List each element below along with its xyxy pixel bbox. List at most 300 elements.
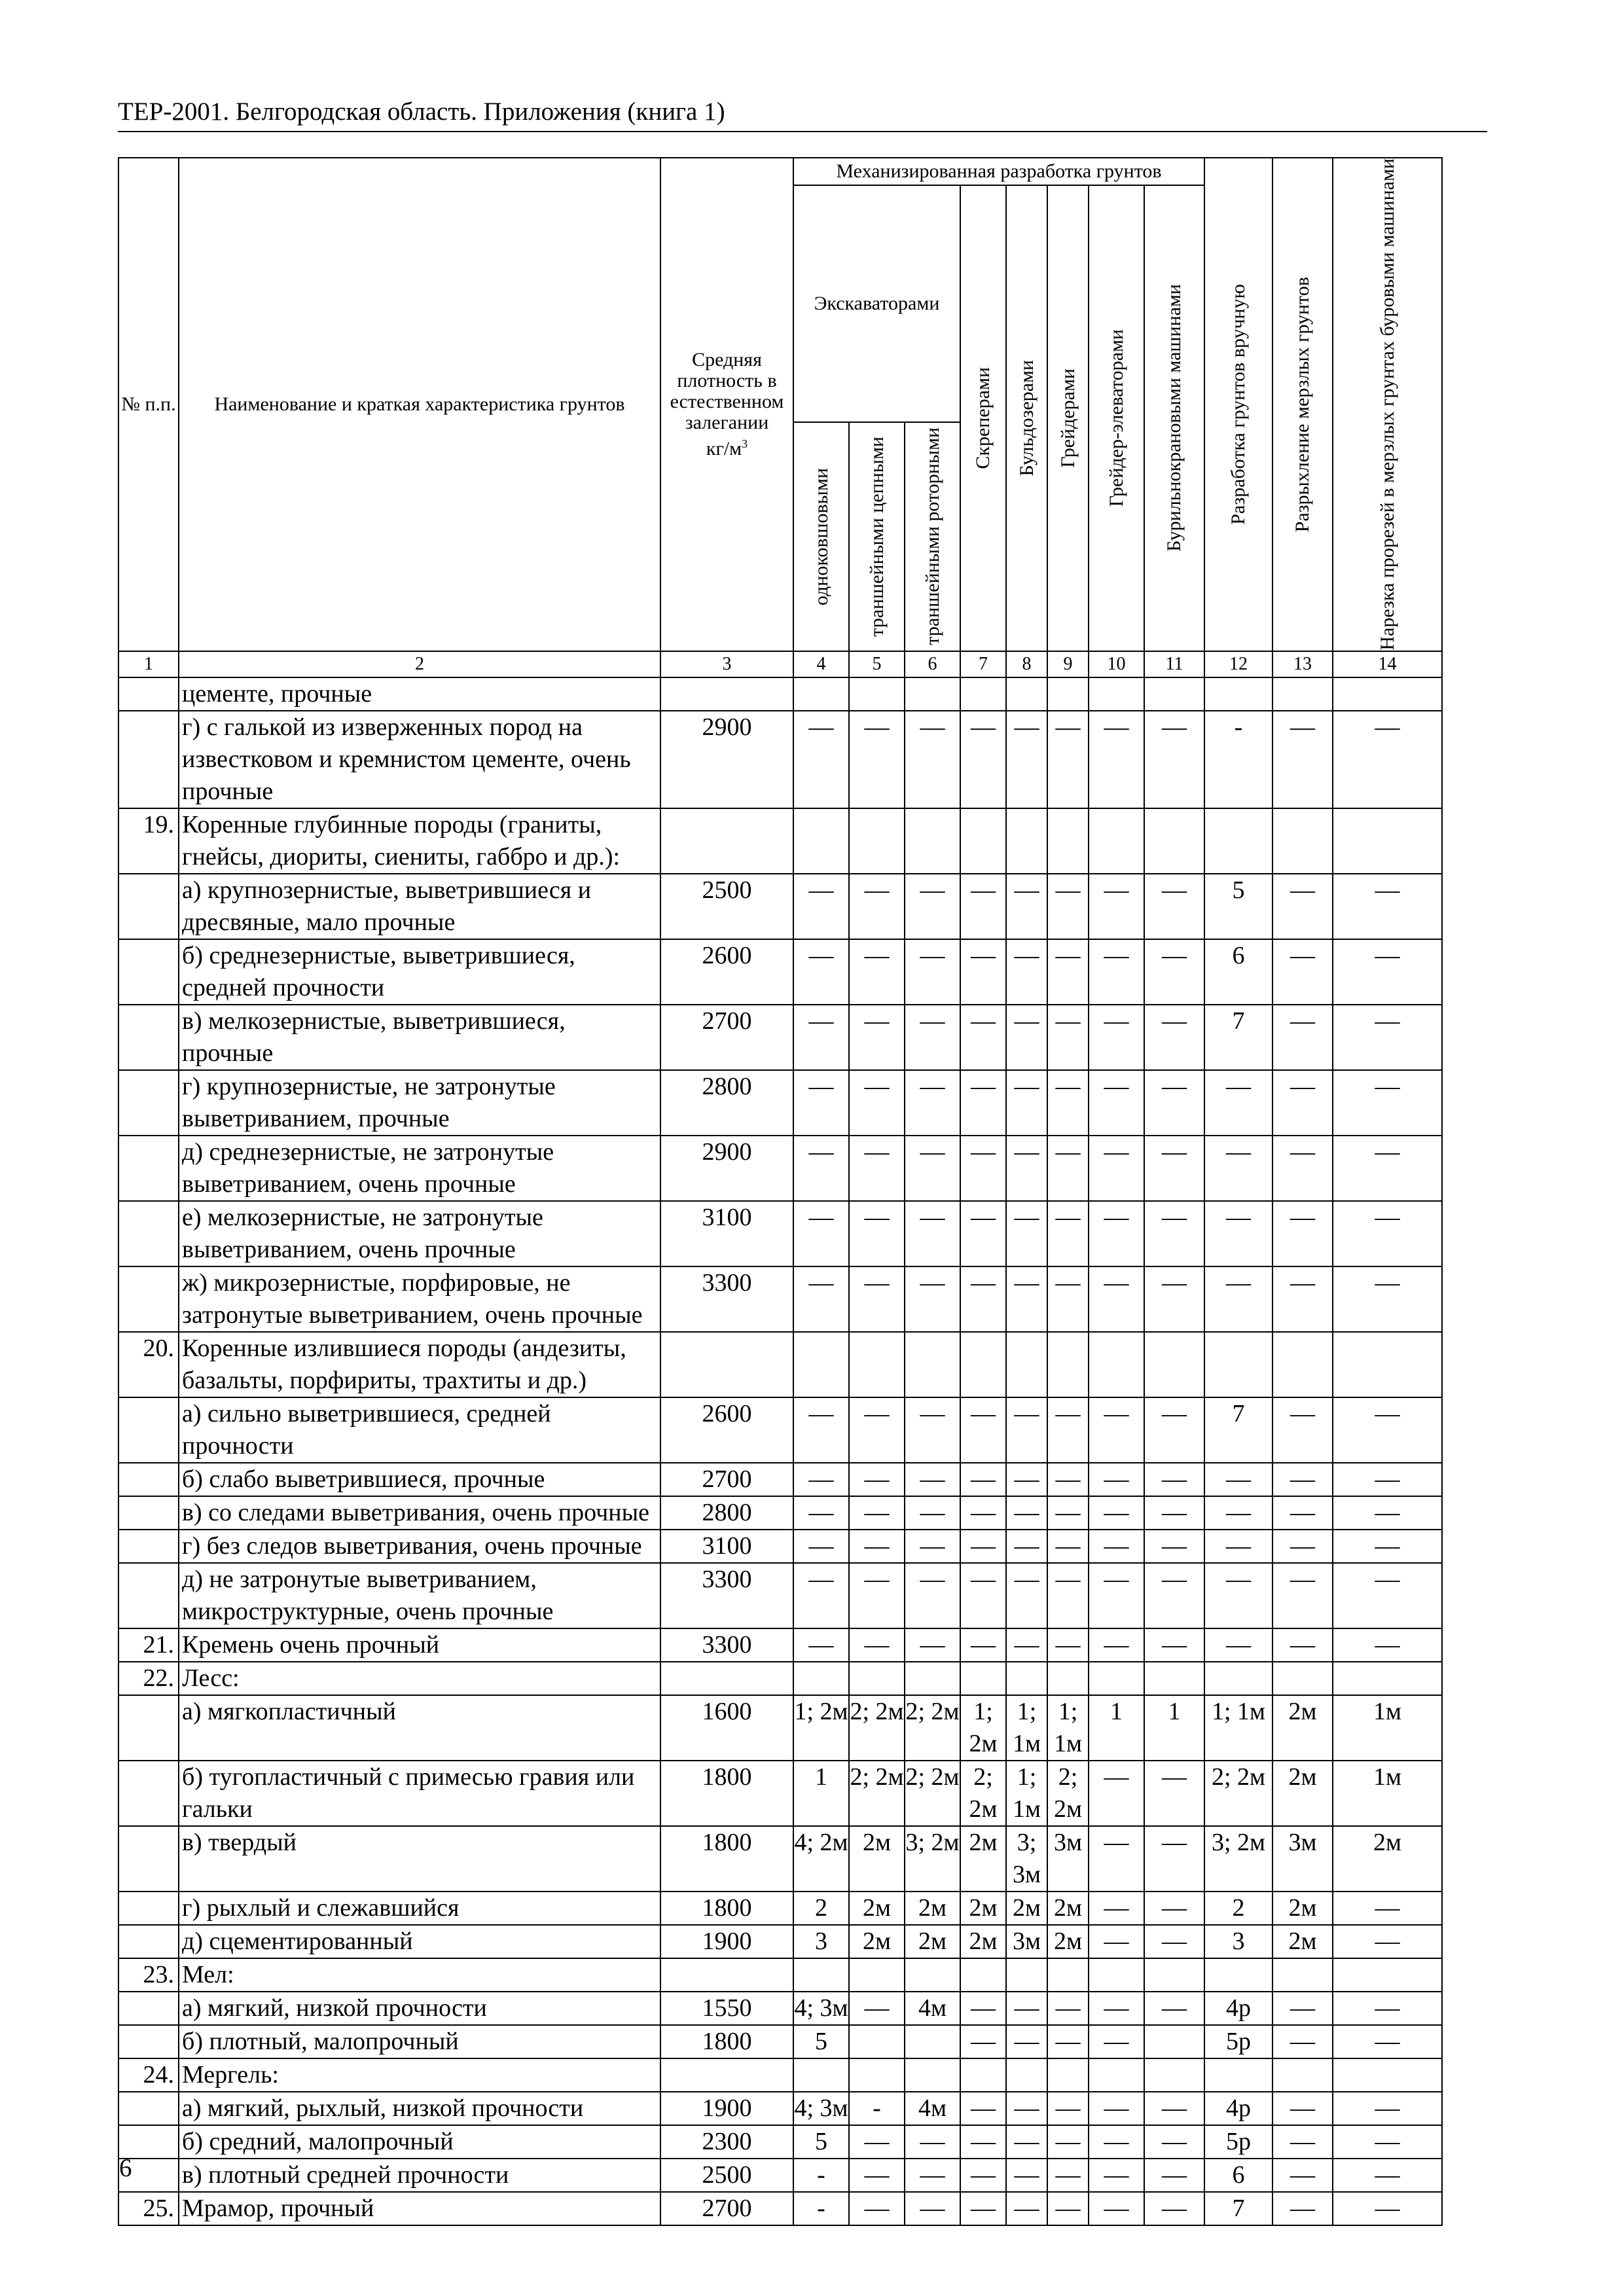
group-value-col-13: 2м — [1272, 1695, 1333, 1761]
soil-name: Кремень очень прочный — [179, 1628, 660, 1662]
group-value-col-9 — [1047, 808, 1089, 874]
table-row — [118, 2025, 1442, 2058]
group-value-col-13 — [1272, 1332, 1333, 1397]
group-value-col-8: — — [1006, 1266, 1047, 1332]
group-value-col-10 — [1089, 677, 1144, 711]
group-value-col-8: 1; 1м — [1006, 1761, 1047, 1826]
group-value-col-10: — — [1089, 1925, 1144, 1958]
soil-name: б) средний, малопрочный — [179, 2125, 660, 2159]
group-value-col-4: — — [793, 1005, 849, 1070]
group-value-col-11 — [1144, 1662, 1204, 1695]
soil-name: в) твердый — [179, 1826, 660, 1892]
group-value-col-13 — [1272, 2058, 1333, 2092]
group-value-col-7: — — [960, 1992, 1006, 2025]
group-value-col-13: — — [1272, 1563, 1333, 1628]
group-value-col-4: — — [793, 1136, 849, 1201]
group-value-col-6: — — [905, 1563, 960, 1628]
col-header-name: Наименование и краткая характеристика грунтов — [179, 158, 660, 651]
table-row — [118, 2192, 1442, 2225]
group-value-col-14: — — [1333, 1496, 1442, 1530]
table-row — [118, 1925, 1442, 1958]
col-header-grader-elevators: Грейдер-элеваторами — [1089, 185, 1144, 651]
group-value-col-6: 2; 2м — [905, 1695, 960, 1761]
group-value-col-8: — — [1006, 1496, 1047, 1530]
group-value-col-8: — — [1006, 1563, 1047, 1628]
group-value-col-14: — — [1333, 1992, 1442, 2025]
group-value-col-13: — — [1272, 874, 1333, 939]
group-value-col-14 — [1333, 2058, 1442, 2092]
group-value-col-4: — — [793, 1070, 849, 1136]
soil-name: Мрамор, прочный — [179, 2192, 660, 2225]
group-value-col-11: — — [1144, 1397, 1204, 1463]
soil-name: г) рыхлый и слежавшийся — [179, 1892, 660, 1925]
group-value-col-14: — — [1333, 1925, 1442, 1958]
group-value-col-5: 2м — [849, 1826, 905, 1892]
table-row — [118, 1826, 1442, 1892]
group-value-col-8: 3м — [1006, 1925, 1047, 1958]
group-value-col-9: — — [1047, 874, 1089, 939]
group-value-col-13: — — [1272, 1496, 1333, 1530]
density-value: 1800 — [660, 1761, 793, 1826]
group-value-col-14: — — [1333, 711, 1442, 808]
density-value — [660, 1958, 793, 1992]
density-value: 2900 — [660, 1136, 793, 1201]
density-value: 1800 — [660, 2025, 793, 2058]
group-value-col-7: — — [960, 1628, 1006, 1662]
group-value-col-12: — — [1204, 1530, 1272, 1563]
group-value-col-5: — — [849, 874, 905, 939]
group-value-col-11: — — [1144, 1925, 1204, 1958]
group-value-col-9: — — [1047, 1628, 1089, 1662]
group-value-col-10: — — [1089, 1563, 1144, 1628]
group-value-col-7: — — [960, 2092, 1006, 2125]
density-value: 3100 — [660, 1201, 793, 1266]
group-value-col-5: — — [849, 1992, 905, 2025]
table-row — [118, 1005, 1442, 1070]
group-value-col-6: — — [905, 939, 960, 1005]
group-value-col-5: — — [849, 1201, 905, 1266]
col-header-density: Средняя плотность в естественном залегании $кг/м^3$ — [660, 158, 793, 651]
group-value-col-4 — [793, 808, 849, 874]
row-number — [118, 1496, 179, 1530]
soil-name: ж) микрозернистые, порфировые, не затронутые выветриванием, очень прочные — [179, 1266, 660, 1332]
group-value-col-5: — — [849, 711, 905, 808]
group-value-col-8: — — [1006, 939, 1047, 1005]
group-value-col-6: — — [905, 874, 960, 939]
group-value-col-11: — — [1144, 1136, 1204, 1201]
group-value-col-8 — [1006, 677, 1047, 711]
group-value-col-12: — — [1204, 1070, 1272, 1136]
group-value-col-6 — [905, 2058, 960, 2092]
group-value-col-9: — — [1047, 1005, 1089, 1070]
group-value-col-6: — — [905, 1070, 960, 1136]
group-value-col-10: — — [1089, 1530, 1144, 1563]
group-value-col-7: — — [960, 1070, 1006, 1136]
group-value-col-14: — — [1333, 1266, 1442, 1332]
group-value-col-5 — [849, 1332, 905, 1397]
soil-name: а) мягкий, низкой прочности — [179, 1992, 660, 2025]
density-value: 3300 — [660, 1266, 793, 1332]
header-rule — [118, 131, 1487, 132]
group-value-col-7: 1; 2м — [960, 1695, 1006, 1761]
table-row — [118, 2125, 1442, 2159]
table-row — [118, 808, 1442, 874]
group-value-col-11: — — [1144, 1563, 1204, 1628]
group-value-col-6 — [905, 1332, 960, 1397]
group-value-col-4: — — [793, 1563, 849, 1628]
group-value-col-7: — — [960, 1496, 1006, 1530]
group-value-col-8 — [1006, 2058, 1047, 2092]
group-value-col-8: — — [1006, 1463, 1047, 1496]
row-number — [118, 1695, 179, 1761]
group-value-col-5 — [849, 1662, 905, 1695]
group-value-col-10: — — [1089, 2025, 1144, 2058]
group-value-col-8: — — [1006, 1201, 1047, 1266]
row-number — [118, 1761, 179, 1826]
row-number — [118, 711, 179, 808]
group-value-col-12 — [1204, 1332, 1272, 1397]
group-value-col-7: — — [960, 1563, 1006, 1628]
group-value-col-5: 2м — [849, 1925, 905, 1958]
group-value-col-11 — [1144, 2025, 1204, 2058]
group-value-col-10: — — [1089, 2092, 1144, 2125]
group-value-col-7: — — [960, 1136, 1006, 1201]
group-value-col-6: — — [905, 1136, 960, 1201]
density-value: 3300 — [660, 1628, 793, 1662]
group-value-col-13 — [1272, 1662, 1333, 1695]
group-value-col-6: — — [905, 1201, 960, 1266]
group-value-col-11: — — [1144, 1266, 1204, 1332]
row-number — [118, 1992, 179, 2025]
group-value-col-8: — — [1006, 2192, 1047, 2225]
group-value-col-11: — — [1144, 2092, 1204, 2125]
group-value-col-7: — — [960, 2159, 1006, 2192]
group-value-col-5: - — [849, 2092, 905, 2125]
group-value-col-6: — — [905, 1530, 960, 1563]
soil-name: б) среднезернистые, выветрившиеся, средней прочности — [179, 939, 660, 1005]
soil-name: д) не затронутые выветриванием, микроструктурные, очень прочные — [179, 1563, 660, 1628]
table-row — [118, 1892, 1442, 1925]
group-value-col-12: 3 — [1204, 1925, 1272, 1958]
group-value-col-12 — [1204, 1662, 1272, 1695]
group-value-col-14: — — [1333, 1892, 1442, 1925]
group-value-col-12: 5р — [1204, 2125, 1272, 2159]
group-value-col-12 — [1204, 1958, 1272, 1992]
table-row — [118, 1958, 1442, 1992]
group-value-col-4 — [793, 1332, 849, 1397]
table-row — [118, 1136, 1442, 1201]
group-value-col-8: — — [1006, 1005, 1047, 1070]
page-header: ТЕР-2001. Белгородская область. Приложения (книга 1) — [118, 98, 725, 126]
group-value-col-7 — [960, 1662, 1006, 1695]
group-value-col-14: — — [1333, 1563, 1442, 1628]
group-value-col-4: — — [793, 1496, 849, 1530]
group-value-col-7: — — [960, 874, 1006, 939]
group-value-col-13: — — [1272, 1070, 1333, 1136]
group-value-col-6: 3; 2м — [905, 1826, 960, 1892]
col-header-num: № п.п. — [118, 158, 179, 651]
density-value: 2800 — [660, 1070, 793, 1136]
group-value-col-4: — — [793, 1397, 849, 1463]
group-value-col-8 — [1006, 808, 1047, 874]
group-value-col-9 — [1047, 1958, 1089, 1992]
group-value-col-14: — — [1333, 2092, 1442, 2125]
group-value-col-10: 1 — [1089, 1695, 1144, 1761]
group-value-col-5: 2; 2м — [849, 1695, 905, 1761]
row-number: 20. — [118, 1332, 179, 1397]
table-row — [118, 2092, 1442, 2125]
soil-name: а) мягкий, рыхлый, низкой прочности — [179, 2092, 660, 2125]
group-value-col-9: — — [1047, 1496, 1089, 1530]
group-value-col-9: — — [1047, 1201, 1089, 1266]
group-value-col-8: — — [1006, 1628, 1047, 1662]
group-value-col-4: — — [793, 1266, 849, 1332]
group-value-col-8: 3; 3м — [1006, 1826, 1047, 1892]
group-value-col-12: — — [1204, 1136, 1272, 1201]
group-value-col-11 — [1144, 677, 1204, 711]
table-row — [118, 1201, 1442, 1266]
group-value-col-10: — — [1089, 1826, 1144, 1892]
group-value-col-10: — — [1089, 1628, 1144, 1662]
group-value-col-14: — — [1333, 1201, 1442, 1266]
group-value-col-7 — [960, 808, 1006, 874]
group-value-col-12: 4р — [1204, 1992, 1272, 2025]
table-row — [118, 1695, 1442, 1761]
row-number — [118, 677, 179, 711]
group-value-col-12: 7 — [1204, 1005, 1272, 1070]
soil-name: а) крупнозернистые, выветрившиеся и дресвяные, мало прочные — [179, 874, 660, 939]
table-row — [118, 1397, 1442, 1463]
group-value-col-6: 4м — [905, 2092, 960, 2125]
group-value-col-5: — — [849, 1070, 905, 1136]
group-value-col-5 — [849, 1958, 905, 1992]
group-value-col-10: — — [1089, 2192, 1144, 2225]
density-value: 1600 — [660, 1695, 793, 1761]
table-row — [118, 1266, 1442, 1332]
group-value-col-4: — — [793, 1530, 849, 1563]
group-value-col-5: — — [849, 1136, 905, 1201]
row-number — [118, 2025, 179, 2058]
group-value-col-11: — — [1144, 1892, 1204, 1925]
group-value-col-10: — — [1089, 1463, 1144, 1496]
group-value-col-5: 2; 2м — [849, 1761, 905, 1826]
group-value-col-7: — — [960, 2192, 1006, 2225]
group-value-col-12: 5 — [1204, 874, 1272, 939]
group-value-col-7: — — [960, 1005, 1006, 1070]
density-value: 2500 — [660, 874, 793, 939]
group-value-col-14: — — [1333, 2192, 1442, 2225]
group-value-col-14 — [1333, 1332, 1442, 1397]
soil-name: б) плотный, малопрочный — [179, 2025, 660, 2058]
group-value-col-9: 1; 1м — [1047, 1695, 1089, 1761]
group-value-col-10: — — [1089, 2125, 1144, 2159]
group-value-col-7: 2м — [960, 1925, 1006, 1958]
group-value-col-10: — — [1089, 1070, 1144, 1136]
row-number: 21. — [118, 1628, 179, 1662]
group-value-col-4 — [793, 2058, 849, 2092]
group-value-col-4: 3 — [793, 1925, 849, 1958]
group-value-col-13: — — [1272, 1266, 1333, 1332]
group-value-col-9: — — [1047, 1992, 1089, 2025]
table-row — [118, 1496, 1442, 1530]
group-value-col-5: — — [849, 2159, 905, 2192]
group-value-col-6: — — [905, 2125, 960, 2159]
group-value-col-5 — [849, 2025, 905, 2058]
soil-name: б) тугопластичный с примесью гравия или гальки — [179, 1761, 660, 1826]
group-value-col-11 — [1144, 808, 1204, 874]
group-value-col-8: — — [1006, 2092, 1047, 2125]
table-row — [118, 1563, 1442, 1628]
group-value-col-10 — [1089, 2058, 1144, 2092]
group-value-col-14: 1м — [1333, 1761, 1442, 1826]
density-value: 2700 — [660, 1005, 793, 1070]
group-value-col-13: — — [1272, 1463, 1333, 1496]
table-row — [118, 2058, 1442, 2092]
group-value-col-6: — — [905, 1463, 960, 1496]
col-header-loosening: Разрыхление мерзлых грунтов — [1272, 158, 1333, 651]
group-value-col-12 — [1204, 808, 1272, 874]
group-value-col-5: — — [849, 1496, 905, 1530]
group-value-col-9 — [1047, 2058, 1089, 2092]
density-value: 2700 — [660, 1463, 793, 1496]
group-value-col-12: 5р — [1204, 2025, 1272, 2058]
group-value-col-11: — — [1144, 1496, 1204, 1530]
group-value-col-10: — — [1089, 711, 1144, 808]
soil-name: а) сильно выветрившиеся, средней прочности — [179, 1397, 660, 1463]
group-value-col-14 — [1333, 1662, 1442, 1695]
group-value-col-12: 2 — [1204, 1892, 1272, 1925]
group-value-col-13 — [1272, 677, 1333, 711]
group-value-col-8 — [1006, 1662, 1047, 1695]
group-value-col-7: — — [960, 1530, 1006, 1563]
group-value-col-8: — — [1006, 1070, 1047, 1136]
group-value-col-8: 1; 1м — [1006, 1695, 1047, 1761]
group-value-col-12: — — [1204, 1201, 1272, 1266]
group-value-col-10 — [1089, 808, 1144, 874]
group-value-col-11: — — [1144, 2192, 1204, 2225]
group-value-col-6 — [905, 1958, 960, 1992]
group-value-col-6: 2м — [905, 1925, 960, 1958]
group-value-col-6: — — [905, 1266, 960, 1332]
group-value-col-11: — — [1144, 874, 1204, 939]
group-value-col-14: — — [1333, 939, 1442, 1005]
group-value-col-7: — — [960, 939, 1006, 1005]
group-value-col-9 — [1047, 677, 1089, 711]
row-number — [118, 1925, 179, 1958]
col-header-cutting: Нарезка прорезей в мерзлых грунтах буровыми машинами — [1333, 158, 1442, 651]
group-value-col-14 — [1333, 808, 1442, 874]
group-value-col-13 — [1272, 1958, 1333, 1992]
group-value-col-12: — — [1204, 1496, 1272, 1530]
group-value-col-14: — — [1333, 2159, 1442, 2192]
group-value-col-9: — — [1047, 1530, 1089, 1563]
soil-name: а) мягкопластичный — [179, 1695, 660, 1761]
group-value-col-9 — [1047, 1332, 1089, 1397]
group-value-col-7: 2; 2м — [960, 1761, 1006, 1826]
group-value-col-12: - — [1204, 711, 1272, 808]
group-value-col-14 — [1333, 1958, 1442, 1992]
group-value-col-4: — — [793, 711, 849, 808]
page-number: 6 — [119, 2154, 132, 2182]
group-value-col-13: — — [1272, 1992, 1333, 2025]
group-value-col-6: — — [905, 1397, 960, 1463]
density-value: 2900 — [660, 711, 793, 808]
soil-table — [118, 157, 1443, 2226]
row-number — [118, 1397, 179, 1463]
group-value-col-8: 2м — [1006, 1892, 1047, 1925]
group-value-col-4: — — [793, 1201, 849, 1266]
group-value-col-7: 2м — [960, 1826, 1006, 1892]
density-value — [660, 2058, 793, 2092]
group-value-col-9: — — [1047, 2159, 1089, 2192]
group-value-col-11 — [1144, 1958, 1204, 1992]
density-value: 1800 — [660, 1826, 793, 1892]
group-value-col-11: — — [1144, 1826, 1204, 1892]
table-row — [118, 1662, 1442, 1695]
group-value-col-4: — — [793, 939, 849, 1005]
soil-name: е) мелкозернистые, не затронутые выветриванием, очень прочные — [179, 1201, 660, 1266]
group-value-col-7: 2м — [960, 1892, 1006, 1925]
soil-name: г) крупнозернистые, не затронутые выветриванием, прочные — [179, 1070, 660, 1136]
group-value-col-14: — — [1333, 1136, 1442, 1201]
group-value-col-4: 4; 3м — [793, 1992, 849, 2025]
group-value-col-4: 5 — [793, 2025, 849, 2058]
density-value: 2600 — [660, 1397, 793, 1463]
group-value-col-4 — [793, 1958, 849, 1992]
soil-name: в) мелкозернистые, выветрившиеся, прочные — [179, 1005, 660, 1070]
group-value-col-7 — [960, 677, 1006, 711]
group-value-col-9: — — [1047, 2025, 1089, 2058]
group-value-col-13: — — [1272, 2092, 1333, 2125]
group-value-col-9: — — [1047, 1397, 1089, 1463]
group-value-col-12 — [1204, 2058, 1272, 2092]
group-value-col-9 — [1047, 1662, 1089, 1695]
row-number: 25. — [118, 2192, 179, 2225]
group-value-col-5: — — [849, 1266, 905, 1332]
column-numbers-row: 1 2 3 4 5 6 7 8 9 10 11 12 13 14 — [118, 651, 1442, 677]
group-value-col-7: — — [960, 1463, 1006, 1496]
group-value-col-10 — [1089, 1332, 1144, 1397]
group-value-col-9: — — [1047, 2092, 1089, 2125]
group-value-col-12: 2; 2м — [1204, 1761, 1272, 1826]
group-value-col-14: 2м — [1333, 1826, 1442, 1892]
group-value-col-4: — — [793, 874, 849, 939]
density-value: 3300 — [660, 1563, 793, 1628]
density-value — [660, 808, 793, 874]
group-value-col-5: — — [849, 1530, 905, 1563]
group-value-col-13: — — [1272, 1397, 1333, 1463]
group-value-col-7 — [960, 1958, 1006, 1992]
row-number — [118, 1005, 179, 1070]
group-value-col-6 — [905, 677, 960, 711]
group-value-col-9: — — [1047, 711, 1089, 808]
group-value-col-12: — — [1204, 1463, 1272, 1496]
group-value-col-11: — — [1144, 1201, 1204, 1266]
group-value-col-11: — — [1144, 1463, 1204, 1496]
density-value: 2500 — [660, 2159, 793, 2192]
row-number: 19. — [118, 808, 179, 874]
group-value-col-4: - — [793, 2159, 849, 2192]
group-value-col-12: 6 — [1204, 2159, 1272, 2192]
group-value-col-7: — — [960, 711, 1006, 808]
group-value-col-14: 1м — [1333, 1695, 1442, 1761]
row-number — [118, 2092, 179, 2125]
row-number — [118, 874, 179, 939]
group-value-col-10: — — [1089, 1397, 1144, 1463]
group-value-col-14: — — [1333, 1463, 1442, 1496]
table-row — [118, 939, 1442, 1005]
group-value-col-13: — — [1272, 711, 1333, 808]
